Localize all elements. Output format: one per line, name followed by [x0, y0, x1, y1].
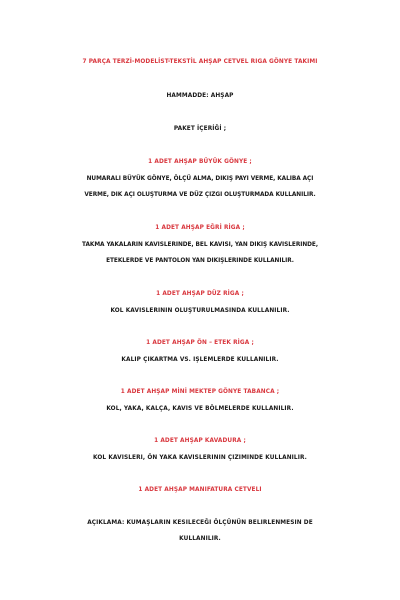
item-heading-on-etek-riga: 1 ADET AHŞAP ÖN – ETEK RİGA ;: [146, 340, 254, 346]
item-heading-manifatura-cetveli: 1 ADET AHŞAP MANIFATURA CETVELI: [138, 487, 262, 493]
item-heading-kavadura: 1 ADET AHŞAP KAVADURA ;: [154, 438, 246, 444]
item-heading-duz-riga: 1 ADET AHŞAP DÜZ RİGA ;: [156, 291, 244, 297]
item-description-line: NUMARALI BÜYÜK GÖNYE, ÖLÇÜ ALMA, DIKIŞ PAYI VERME, KALIBA AÇI: [86, 176, 314, 182]
document-title: 7 PARÇA TERZİ-MODELİST-TEKSTİL AHŞAP CETVEL RIGA GÖNYE TAKIMI: [82, 59, 318, 65]
item-description-line: KOL, YAKA, KALÇA, KAVIS VE BÖLMELERDE KULLANILIR.: [106, 406, 294, 412]
item-description-line: KALIP ÇIKARTMA VS. IŞLEMLERDE KULLANILIR.: [121, 357, 279, 363]
item-heading-buyuk-gonye: 1 ADET AHŞAP BÜYÜK GÖNYE ;: [148, 159, 252, 165]
item-description-line: ETEKLERDE VE PANTOLON YAN DIKIŞLERINDE KULLANILIR.: [106, 258, 294, 264]
material-line: HAMMADDE: AHŞAP: [166, 93, 234, 99]
item-heading-mini-mektep-gonye: 1 ADET AHŞAP MİNİ MEKTEP GÖNYE TABANCA ;: [120, 389, 280, 395]
item-description-line: VERME, DIK AÇI OLUŞTURMA VE DÜZ ÇIZGI OLUŞTURMADA KULLANILIR.: [84, 192, 316, 198]
explanation-line: KULLANILIR.: [179, 536, 221, 542]
item-heading-egri-riga: 1 ADET AHŞAP EĞRİ RİGA ;: [155, 225, 245, 231]
explanation-line: AÇIKLAMA: KUMAŞLARIN KESILECEĞI ÖLÇÜNÜN BELIRLENMESIN DE: [87, 520, 313, 526]
item-description-line: KOL KAVISLERININ OLUŞTURULMASINDA KULLANILIR.: [110, 308, 290, 314]
package-contents-heading: PAKET İÇERİĞİ ;: [173, 126, 227, 132]
item-description-line: TAKMA YAKALARIN KAVISLERINDE, BEL KAVISI, YAN DIKIŞ KAVISLERINDE,: [82, 242, 318, 248]
item-description-line: KOL KAVISLERI, ÖN YAKA KAVISLERININ ÇIZIMINDE KULLANILIR.: [93, 455, 307, 461]
